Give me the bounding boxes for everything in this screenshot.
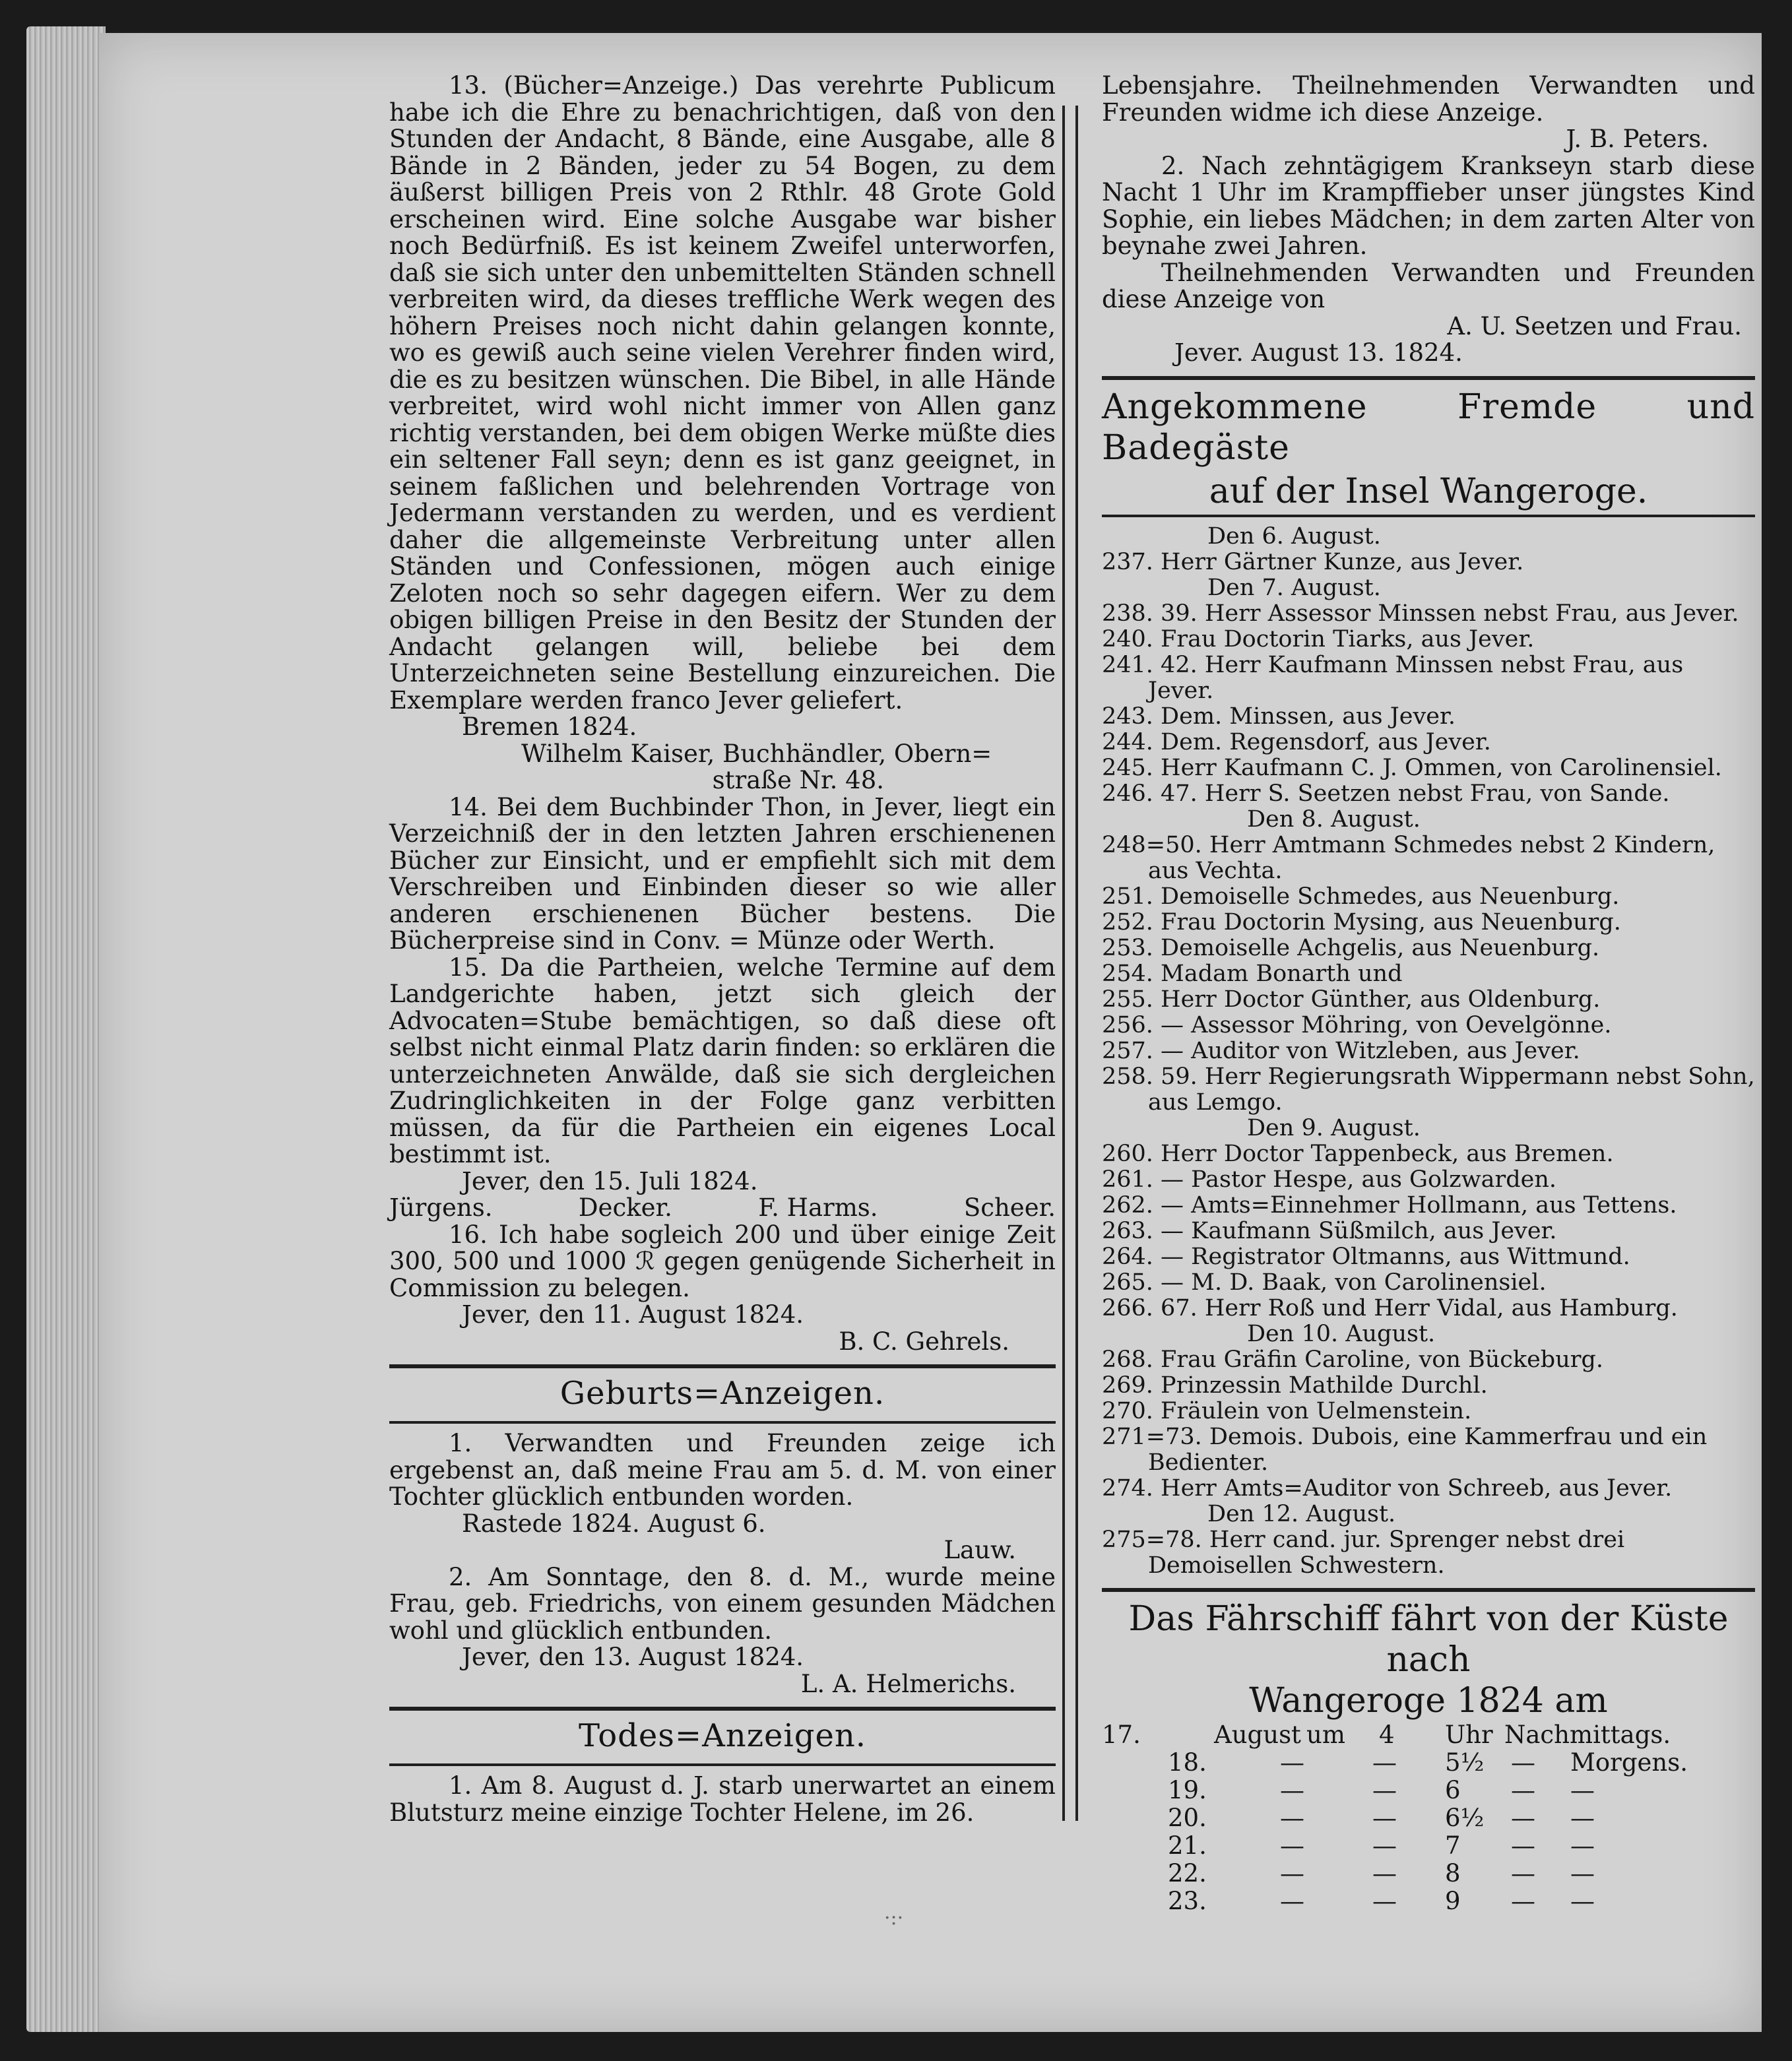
guest-entry: 264. — Registrator Oltmanns, aus Wittmund. bbox=[1102, 1243, 1630, 1270]
guest-entry: 256. — Assessor Möhring, von Oevelgönne. bbox=[1102, 1011, 1612, 1038]
guest-entry: 248=50. Herr Amtmann Schmedes nebst 2 Kindern, aus Vechta. bbox=[1102, 831, 1715, 884]
guest-list bbox=[1102, 524, 1755, 1579]
guest-entry: 260. Herr Doctor Tappenbeck, aus Bremen. bbox=[1102, 1140, 1614, 1167]
ad-16-text: 16. Ich habe sogleich 200 und über einige Zeit 300, 500 und 1000 ℛ gegen genügende Sicherheit in Commission zu belegen. bbox=[389, 1220, 1056, 1302]
ferry-cell: — bbox=[1570, 1858, 1595, 1887]
ferry-row bbox=[1102, 1721, 1755, 1749]
guest-entry: 274. Herr Amts=Auditor von Schreeb, aus Jever. bbox=[1102, 1474, 1673, 1502]
death-1-text: 1. Am 8. August d. J. starb unerwartet an einem Blutsturz meine einzige Tochter Helene, im 26. bbox=[389, 1771, 1056, 1827]
ferry-cell: Uhr bbox=[1445, 1720, 1493, 1749]
death-2-text-b: Theilnehmenden Verwandten und Freunden diese Anzeige von bbox=[1102, 258, 1755, 313]
birth-1-signature: Lauw. bbox=[944, 1536, 1016, 1564]
deaths-heading: Todes=Anzeigen. bbox=[578, 1717, 867, 1754]
ad-16-signature: B. C. Gehrels. bbox=[839, 1327, 1009, 1356]
ad-15-text: 15. Da die Partheien, welche Termine auf dem Landgerichte haben, jetzt sich gleich der Advocaten=Stube bemächtigen, so daß diese oft selbst nicht einmal Platz darin finden: so erklären die unterzeichneten Anwälde, daß sie sich dergleichen Zudringlichkeiten in der Folge ganz verbitten müssen, da für die Partheien ein eigenes Local bestimmt ist. bbox=[389, 953, 1056, 1168]
ferry-row bbox=[1102, 1777, 1755, 1804]
guest-entry: 241. 42. Herr Kaufmann Minssen nebst Frau, aus Jever. bbox=[1102, 651, 1684, 704]
birth-1-text: 1. Verwandten und Freunden zeige ich ergebenst an, daß meine Frau am 5. d. M. von einer Tochter glücklich entbunden worden. bbox=[389, 1429, 1056, 1511]
ferry-cell: 7 bbox=[1445, 1831, 1461, 1860]
ferry-cell: — bbox=[1372, 1858, 1397, 1887]
ferry-cell: — bbox=[1511, 1858, 1535, 1887]
section-rule bbox=[1102, 1588, 1755, 1592]
ferry-cell: — bbox=[1280, 1831, 1304, 1860]
ferry-row bbox=[1102, 1804, 1755, 1832]
ferry-cell: Morgens. bbox=[1570, 1748, 1688, 1777]
ferry-cell: — bbox=[1372, 1748, 1397, 1777]
ferry-cell: 5½ bbox=[1445, 1748, 1485, 1777]
ferry-cell: 9 bbox=[1445, 1886, 1461, 1915]
ferry-cell: — bbox=[1372, 1886, 1397, 1915]
ferry-row bbox=[1102, 1749, 1755, 1777]
guest-entry: 257. — Auditor von Witzleben, aus Jever. bbox=[1102, 1037, 1580, 1064]
guests-heading-2: auf der Insel Wangeroge. bbox=[1209, 471, 1648, 511]
ferry-cell: 17. bbox=[1102, 1720, 1141, 1749]
guest-entry: 240. Frau Doctorin Tiarks, aus Jever. bbox=[1102, 625, 1535, 652]
ferry-cell: — bbox=[1511, 1775, 1535, 1804]
guest-entry: 255. Herr Doctor Günther, aus Oldenburg. bbox=[1102, 986, 1601, 1013]
ad-16-date: Jever, den 11. August 1824. bbox=[462, 1300, 804, 1329]
ferry-cell: 21. bbox=[1168, 1831, 1207, 1860]
ferry-cell: — bbox=[1570, 1886, 1595, 1915]
section-rule bbox=[389, 1707, 1056, 1711]
ferry-schedule bbox=[1102, 1721, 1755, 1915]
ferry-cell: um bbox=[1306, 1720, 1345, 1749]
guest-entry: 243. Dem. Minssen, aus Jever. bbox=[1102, 703, 1456, 730]
guest-date-heading: Den 8. August. bbox=[1247, 806, 1421, 833]
birth-2-date: Jever, den 13. August 1824. bbox=[462, 1643, 804, 1671]
guest-entry: 275=78. Herr cand. jur. Sprenger nebst drei Demoisellen Schwestern. bbox=[1102, 1526, 1625, 1579]
guest-entry: 258. 59. Herr Regierungsrath Wippermann nebst Sohn, aus Lemgo. bbox=[1102, 1063, 1755, 1116]
ferry-cell: — bbox=[1570, 1831, 1595, 1860]
ferry-cell: — bbox=[1280, 1803, 1304, 1832]
ad-13-signature-1: Wilhelm Kaiser, Buchhändler, Obern= bbox=[521, 739, 992, 768]
right-column bbox=[1102, 73, 1755, 1915]
birth-2-text: 2. Am Sonntage, den 8. d. M., wurde meine Frau, geb. Friedrichs, von einem gesunden Mädchen wohl und glücklich entbunden. bbox=[389, 1562, 1056, 1645]
ferry-cell: — bbox=[1570, 1775, 1595, 1804]
ferry-cell: 4 bbox=[1379, 1720, 1395, 1749]
ferry-cell: — bbox=[1280, 1886, 1304, 1915]
ferry-cell: 23. bbox=[1168, 1886, 1207, 1915]
guest-entry: 271=73. Demois. Dubois, eine Kammerfrau und ein Bedienter. bbox=[1102, 1423, 1708, 1476]
left-column bbox=[389, 73, 1056, 1826]
guest-entry: 265. — M. D. Baak, von Carolinensiel. bbox=[1102, 1269, 1547, 1296]
ferry-cell: — bbox=[1511, 1803, 1535, 1832]
section-rule bbox=[1102, 376, 1755, 380]
guest-entry: 270. Fräulein von Uelmenstein. bbox=[1102, 1397, 1472, 1424]
ferry-cell: — bbox=[1280, 1748, 1304, 1777]
ferry-cell: — bbox=[1372, 1803, 1397, 1832]
signature-name: Scheer. bbox=[963, 1193, 1056, 1222]
signature-name: Decker. bbox=[578, 1193, 672, 1222]
ad-13-signature-2: straße Nr. 48. bbox=[712, 766, 884, 794]
ferry-cell: — bbox=[1511, 1886, 1535, 1915]
column-divider bbox=[1062, 106, 1078, 1821]
ad-15-signatures bbox=[389, 1195, 1056, 1222]
guest-entry: 252. Frau Doctorin Mysing, aus Neuenburg. bbox=[1102, 908, 1621, 935]
ferry-heading-2: Wangeroge 1824 am bbox=[1249, 1680, 1608, 1721]
section-rule bbox=[1102, 515, 1755, 517]
births-heading: Geburts=Anzeigen. bbox=[560, 1375, 885, 1412]
ferry-cell: 22. bbox=[1168, 1858, 1207, 1887]
guest-entry: 261. — Pastor Hespe, aus Golzwarden. bbox=[1102, 1166, 1557, 1193]
guest-entry: 246. 47. Herr S. Seetzen nebst Frau, von Sande. bbox=[1102, 780, 1670, 807]
section-rule bbox=[389, 1763, 1056, 1766]
ferry-cell: 18. bbox=[1168, 1748, 1207, 1777]
ferry-cell: — bbox=[1511, 1748, 1535, 1777]
death-2-date: Jever. August 13. 1824. bbox=[1174, 338, 1463, 367]
guest-entry: 269. Prinzessin Mathilde Durchl. bbox=[1102, 1372, 1488, 1399]
guest-date-heading: Den 10. August. bbox=[1247, 1320, 1436, 1347]
guest-entry: 263. — Kaufmann Süßmilch, aus Jever. bbox=[1102, 1217, 1557, 1244]
death-1-signature: J. B. Peters. bbox=[1566, 125, 1709, 153]
guest-entry: 244. Dem. Regensdorf, aus Jever. bbox=[1102, 728, 1491, 755]
guest-entry: 238. 39. Herr Assessor Minssen nebst Frau, aus Jever. bbox=[1102, 600, 1739, 627]
ferry-cell: — bbox=[1280, 1775, 1304, 1804]
ferry-cell: — bbox=[1511, 1831, 1535, 1860]
ad-15-date: Jever, den 15. Juli 1824. bbox=[462, 1166, 758, 1195]
guest-entry: 268. Frau Gräfin Caroline, von Bückeburg. bbox=[1102, 1346, 1604, 1373]
ink-smudge: ·:· bbox=[884, 1907, 904, 1930]
ferry-cell: August bbox=[1214, 1720, 1301, 1749]
guest-date-heading: Den 12. August. bbox=[1207, 1500, 1396, 1527]
signature-name: F. Harms. bbox=[758, 1193, 878, 1222]
guest-entry: 251. Demoiselle Schmedes, aus Neuenburg. bbox=[1102, 883, 1620, 910]
guest-entry: 262. — Amts=Einnehmer Hollmann, aus Tettens. bbox=[1102, 1191, 1677, 1219]
death-2-signature: A. U. Seetzen und Frau. bbox=[1447, 311, 1742, 340]
section-rule bbox=[389, 1364, 1056, 1368]
ferry-heading-1: Das Fährschiff fährt von der Küste nach bbox=[1128, 1599, 1729, 1680]
birth-2-signature: L. A. Helmerichs. bbox=[800, 1669, 1016, 1698]
guest-entry: 245. Herr Kaufmann C. J. Ommen, von Carolinensiel. bbox=[1102, 754, 1722, 781]
guest-date-heading: Den 7. August. bbox=[1207, 574, 1381, 601]
ferry-row bbox=[1102, 1832, 1755, 1860]
guest-entry: 266. 67. Herr Roß und Herr Vidal, aus Hamburg. bbox=[1102, 1294, 1678, 1321]
ad-13-text: 13. (Bücher=Anzeige.) Das verehrte Publicum habe ich die Ehre zu benachrichtigen, daß von den Stunden der Andacht, 8 Bände, eine Ausgabe, alle 8 Bände in 2 Bänden, jeder zu 54 Bogen, zu dem äußerst billigen Preis von 2 Rthlr. 48 Grote Gold erscheinen wird. Eine solche Ausgabe war bisher noch Bedürfniß. Es ist keinem Zweifel unterworfen, daß sie sich unter den unbemittelten Ständen schnell verbreiten wird, da dieses treffliche Werk wegen des höhern Preises noch nicht dahin gelangen konnte, wo es gewiß auch seine vielen Verehrer finden wird, die es zu besitzen wünschen. Die Bibel, in alle Hände verbreitet, wird wohl nicht immer von Allen ganz richtig verstanden, bei dem obigen Werke müßte dies ein seltener Fall seyn; denn es ist ganz geeignet, in seinem faßlichen und belehrenden Vortrage von Jedermann verstanden zu werden, und es verdient daher die allgemeinste Verbreitung unter allen Ständen und Confessionen, mögen auch einige Zeloten noch so sehr dagegen eifern. Wer zu dem obigen billigen Preise in den Besitz der Stunden der Andacht gelangen will, beliebe bei dem Unterzeichneten seine Bestellung einzureichen. Die Exemplare werden franco Jever geliefert. bbox=[389, 71, 1056, 714]
ad-14-text: 14. Bei dem Buchbinder Thon, in Jever, liegt ein Verzeichniß der in den letzten Jahren erschienenen Bücher zur Einsicht, und er empfiehlt sich mit dem Verschreiben und Einbinden dieser so wie aller anderen erschienenen Bücher bestens. Die Bücherpreise sind in Conv. = Münze oder Werth. bbox=[389, 792, 1056, 955]
guests-heading-1: Angekommene Fremde und Badegäste bbox=[1102, 387, 1755, 468]
guest-entry: 254. Madam Bonarth und bbox=[1102, 960, 1403, 987]
ferry-row bbox=[1102, 1860, 1755, 1887]
signature-name: Jürgens. bbox=[389, 1193, 493, 1222]
ferry-cell: 19. bbox=[1168, 1775, 1207, 1804]
ferry-cell: 6½ bbox=[1445, 1803, 1485, 1832]
ferry-cell: — bbox=[1280, 1858, 1304, 1887]
ad-13-place: Bremen 1824. bbox=[462, 713, 637, 741]
book-page-edges bbox=[26, 26, 106, 2032]
birth-1-date: Rastede 1824. August 6. bbox=[462, 1509, 766, 1538]
ferry-cell: 8 bbox=[1445, 1858, 1461, 1887]
guest-date-heading: Den 6. August. bbox=[1207, 523, 1381, 550]
ferry-cell: 20. bbox=[1168, 1803, 1207, 1832]
ferry-row bbox=[1102, 1887, 1755, 1915]
ferry-cell: — bbox=[1570, 1803, 1595, 1832]
death-1-continued: Lebensjahre. Theilnehmenden Verwandten und Freunden widme ich diese Anzeige. bbox=[1102, 71, 1755, 127]
section-rule bbox=[389, 1421, 1056, 1424]
ferry-cell: — bbox=[1372, 1775, 1397, 1804]
guest-entry: 237. Herr Gärtner Kunze, aus Jever. bbox=[1102, 548, 1524, 575]
ferry-cell: — bbox=[1372, 1831, 1397, 1860]
guest-entry: 253. Demoiselle Achgelis, aus Neuenburg. bbox=[1102, 934, 1600, 961]
ferry-cell: Nachmittags. bbox=[1504, 1720, 1671, 1749]
ferry-cell: 6 bbox=[1445, 1775, 1461, 1804]
guest-date-heading: Den 9. August. bbox=[1247, 1114, 1421, 1141]
death-2-text: 2. Nach zehntägigem Krankseyn starb diese Nacht 1 Uhr im Krampffieber unser jüngstes Kind Sophie, ein liebes Mädchen; in dem zarten Alter von beynahe zwei Jahren. bbox=[1102, 151, 1755, 260]
